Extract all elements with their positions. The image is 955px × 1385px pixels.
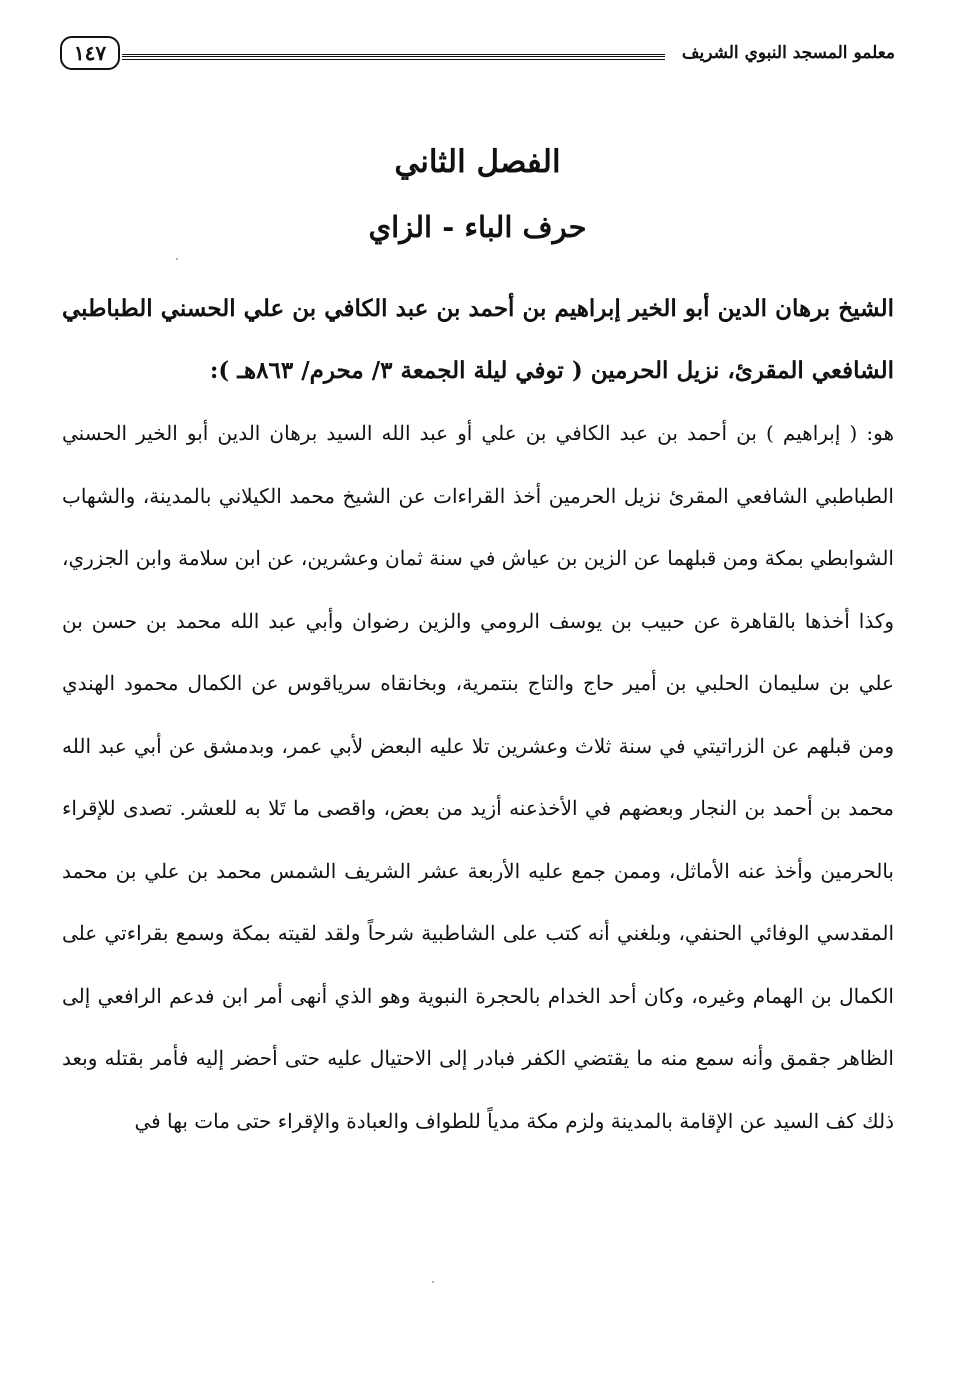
chapter-title: الفصل الثاني [394,144,561,180]
print-speck [432,1281,434,1283]
running-header-title: معلمو المسجد النبوي الشريف [681,43,895,63]
entry-heading: الشيخ برهان الدين أبو الخير إبراهيم بن أحمد بن عبد الكافي بن علي الحسني الطباطبي الشافعي المقرئ، نزيل الحرمين ( توفي ليلة الجمعة ٣/ محرم/ ٨٦٣هـ ): [62,295,894,384]
main-text [62,278,894,1152]
page-number: ١٤٧ [60,36,120,70]
print-speck [176,258,178,260]
entry-body: هو: ( إبراهيم ) بن أحمد بن عبد الكافي بن علي أو عبد الله السيد برهان الدين أبو الخير الحسني الطباطبي الشافعي المقرئ نزيل الحرمين أخذ القراءات عن الشيخ محمد الكيلاني بالمدينة، والشهاب الشوابطي بمكة ومن قبلهما عن الزين بن عياش في سنة ثمان وعشرين، عن ابن سلامة وابن الجزري، وكذا أخذها بالقاهرة عن حبيب بن يوسف الرومي والزين رضوان وأبي عبد الله محمد بن حسن بن علي بن سليمان الحلبي بن أمير حاج والتاج بنتمرية، وبخانقاه سرياقوس عن الكمال محمود الهندي ومن قبلهم عن الزراتيتي في سنة ثلاث وعشرين تلا عليه البعض لأبي عمر، وبدمشق عن أبي عبد الله محمد بن أحمد بن النجار وبعضهم في الأخذعنه أزيد من بعض، واقصى ما تَلا به للعشر. تصدى للإقراء بالحرمين وأخذ عنه الأماثل، وممن جمع عليه الأربعة عشر الشريف الشمس محمد بن علي بن محمد المقدسي الوفائي الحنفي، وبلغني أنه كتب على الشاطبية شرحاً ولقد لقيته بمكة وسمع بقراءتي على الكمال بن الهمام وغيره، وكان أحد الخدام بالحجرة النبوية وهو الذي أنهى أمر ابن فدعم الرافعي إلى الظاهر جقمق وأنه سمع منه ما يقتضي الكفر فبادر إلى الاحتيال عليه حتى أحضر إليه فأمر بقتله وبعد ذلك كف السيد عن الإقامة بالمدينة ولزم مكة مدياً للطواف والعبادة والإقراء حتى مات بها في [62,421,894,1133]
header-divider-rule [122,54,665,58]
section-title: حرف الباء - الزاي [368,210,587,244]
running-header [60,34,895,74]
